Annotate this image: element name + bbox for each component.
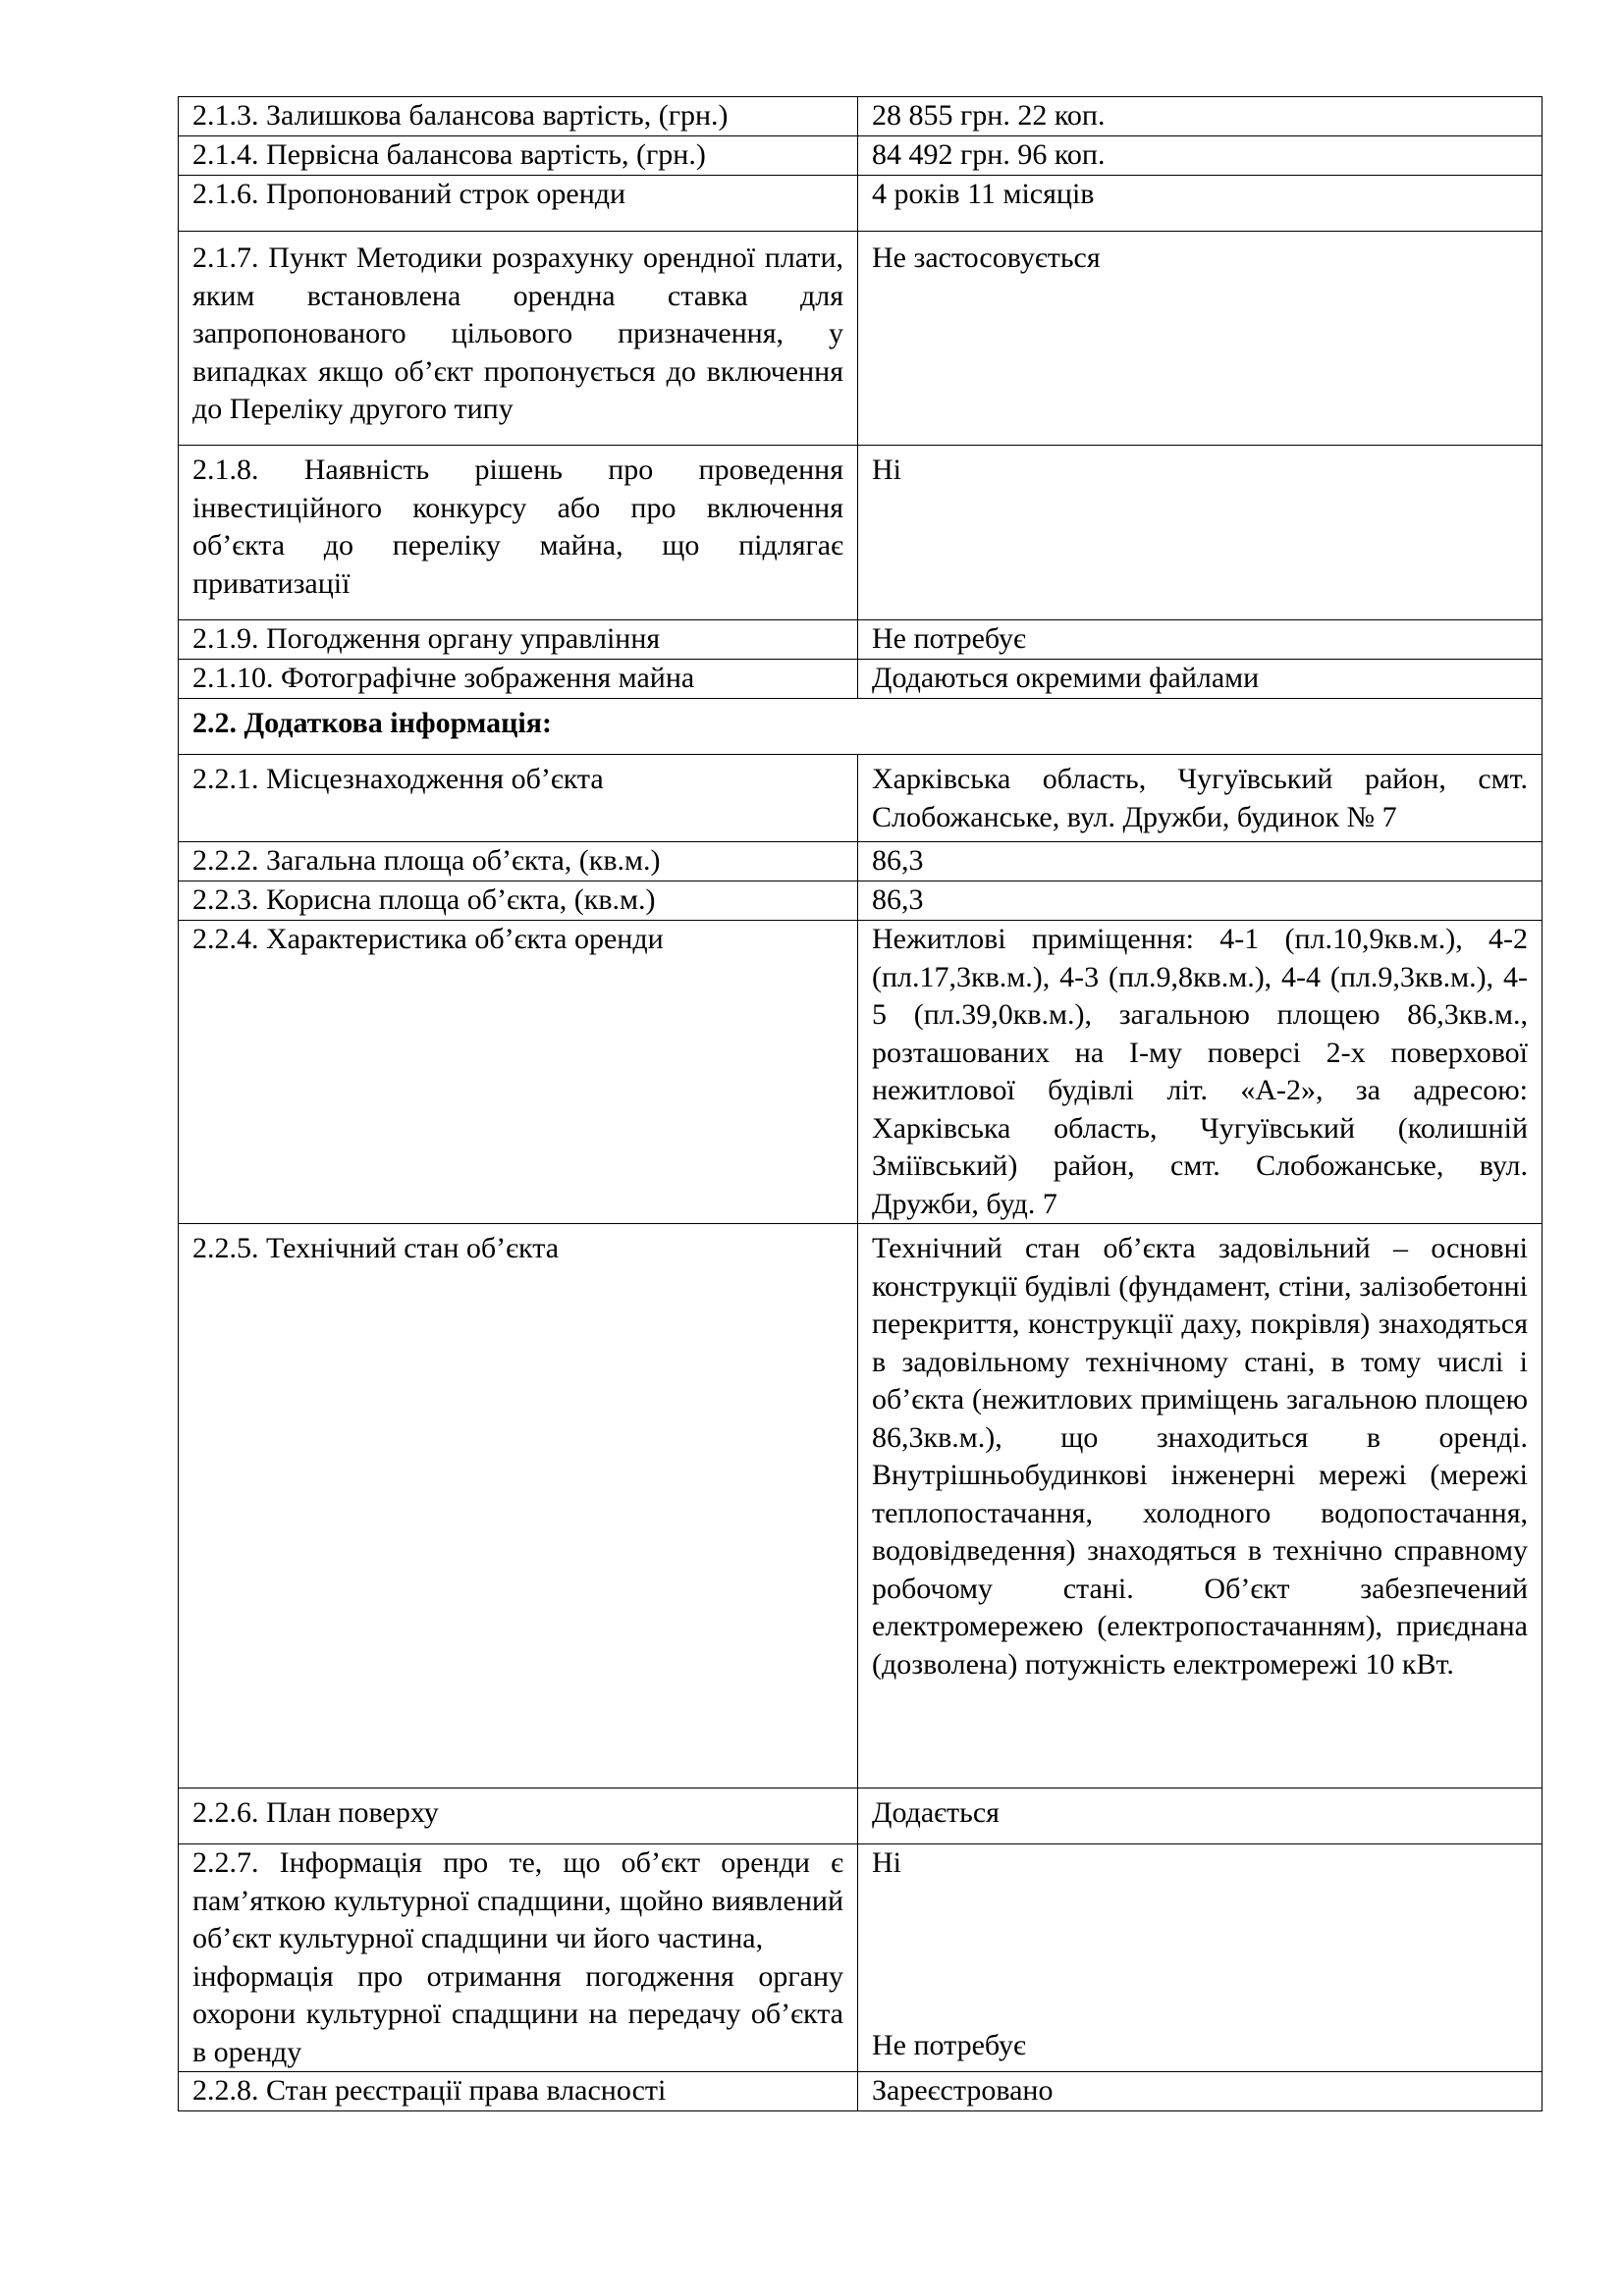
row-value: 86,3 bbox=[858, 842, 1543, 881]
row-label: 2.2.2. Загальна площа об’єкта, (кв.м.) bbox=[179, 842, 858, 881]
row-value: Додається bbox=[858, 1789, 1543, 1844]
row-label: 2.2.4. Характеристика об’єкта оренди bbox=[179, 921, 858, 1224]
table-row bbox=[179, 842, 1543, 881]
row-label: 2.2.8. Стан реєстрації права власності bbox=[179, 2072, 858, 2111]
table-row bbox=[179, 620, 1543, 660]
row-value: Додаються окремими файлами bbox=[858, 660, 1543, 699]
table-row bbox=[179, 881, 1543, 921]
row-label: 2.1.7. Пункт Методики розрахунку орендної плати, яким встановлена орендна ставка для запропонованого цільового призначення, у випадках якщо об’єкт пропонується до включення до Переліку другого типу bbox=[179, 232, 858, 446]
row-value-line: Ні bbox=[872, 1846, 901, 1879]
row-label: 2.2.3. Корисна площа об’єкта, (кв.м.) bbox=[179, 881, 858, 921]
table-body bbox=[179, 97, 1543, 2111]
row-label: 2.1.10. Фотографічне зображення майна bbox=[179, 660, 858, 699]
row-label: 2.2.5. Технічний стан об’єкта bbox=[179, 1224, 858, 1789]
row-label: 2.1.9. Погодження органу управління bbox=[179, 620, 858, 660]
table-row bbox=[179, 755, 1543, 842]
property-info-table bbox=[178, 96, 1543, 2111]
row-value: Ні bbox=[858, 446, 1543, 620]
table-row bbox=[179, 921, 1543, 1224]
row-value: Нежитлові приміщення: 4-1 (пл.10,9кв.м.), 4-2 (пл.17,3кв.м.), 4-3 (пл.9,8кв.м.), 4-4 (пл.9,3кв.м.), 4-5 (пл.39,0кв.м.), загальною площею 86,3кв.м., розташованих на І-му поверсі 2-х поверхової нежитлової будівлі літ. «А-2», за адресою: Харківська область, Чугуївський (колишній Зміївський) район, смт. Слобожанське, вул. Дружби, буд. 7 bbox=[858, 921, 1543, 1224]
table-row bbox=[179, 136, 1543, 176]
row-value: Технічний стан об’єкта задовільний – основні конструкції будівлі (фундамент, стіни, залізобетонні перекриття, конструкції даху, покрівля) знаходяться в задовільному технічному стані, в тому числі і об’єкта (нежитлових приміщень загальною площею 86,3кв.м.), що знаходиться в оренді. Внутрішньобудинкові інженерні мережі (мережі теплопостачання, холодного водопостачання, водовідведення) знаходяться в технічно справному робочому стані. Об’єкт забезпечений електромережею (електропостачанням), приєднана (дозволена) потужність електромережі 10 кВт. bbox=[858, 1224, 1543, 1789]
row-value: Зареєстровано bbox=[858, 2072, 1543, 2111]
row-value: 28 855 грн. 22 коп. bbox=[858, 97, 1543, 136]
row-value: Не застосовується bbox=[858, 232, 1543, 446]
row-label-paragraph: інформація про отримання погодження органу охорони культурної спадщини на передачу об’єкта в оренду bbox=[192, 1959, 843, 2068]
table-row bbox=[179, 1224, 1543, 1789]
row-label: 2.2.1. Місцезнаходження об’єкта bbox=[179, 755, 858, 842]
row-value: 84 492 грн. 96 коп. bbox=[858, 136, 1543, 176]
row-label: 2.1.8. Наявність рішень про проведення інвестиційного конкурсу або про включення об’єкта до переліку майна, що підлягає приватизації bbox=[179, 446, 858, 620]
row-label bbox=[179, 1844, 858, 2072]
table-row bbox=[179, 176, 1543, 232]
table-row bbox=[179, 2072, 1543, 2111]
table-row bbox=[179, 97, 1543, 136]
row-value: 4 років 11 місяців bbox=[858, 176, 1543, 232]
table-row bbox=[179, 660, 1543, 699]
section-header-row bbox=[179, 699, 1543, 755]
row-label-paragraph: 2.2.7. Інформація про те, що об’єкт оренди є пам’яткою культурної спадщини, щойно виявлений об’єкт культурної спадщини чи його частина, bbox=[192, 1846, 843, 1954]
table-row bbox=[179, 1789, 1543, 1844]
row-label: 2.2.6. План поверху bbox=[179, 1789, 858, 1844]
section-title: 2.2. Додаткова інформація: bbox=[179, 699, 1543, 755]
row-value: 86,3 bbox=[858, 881, 1543, 921]
table-row bbox=[179, 1844, 1543, 2072]
row-value: Не потребує bbox=[858, 620, 1543, 660]
row-value: Харківська область, Чугуївський район, смт. Слобожанське, вул. Дружби, будинок № 7 bbox=[858, 755, 1543, 842]
table-row bbox=[179, 446, 1543, 620]
row-label: 2.1.3. Залишкова балансова вартість, (грн.) bbox=[179, 97, 858, 136]
row-value-line: Не потребує bbox=[872, 2029, 1026, 2061]
row-label: 2.1.4. Первісна балансова вартість, (грн.) bbox=[179, 136, 858, 176]
row-label: 2.1.6. Пропонований строк оренди bbox=[179, 176, 858, 232]
table-row bbox=[179, 232, 1543, 446]
row-value bbox=[858, 1844, 1543, 2072]
